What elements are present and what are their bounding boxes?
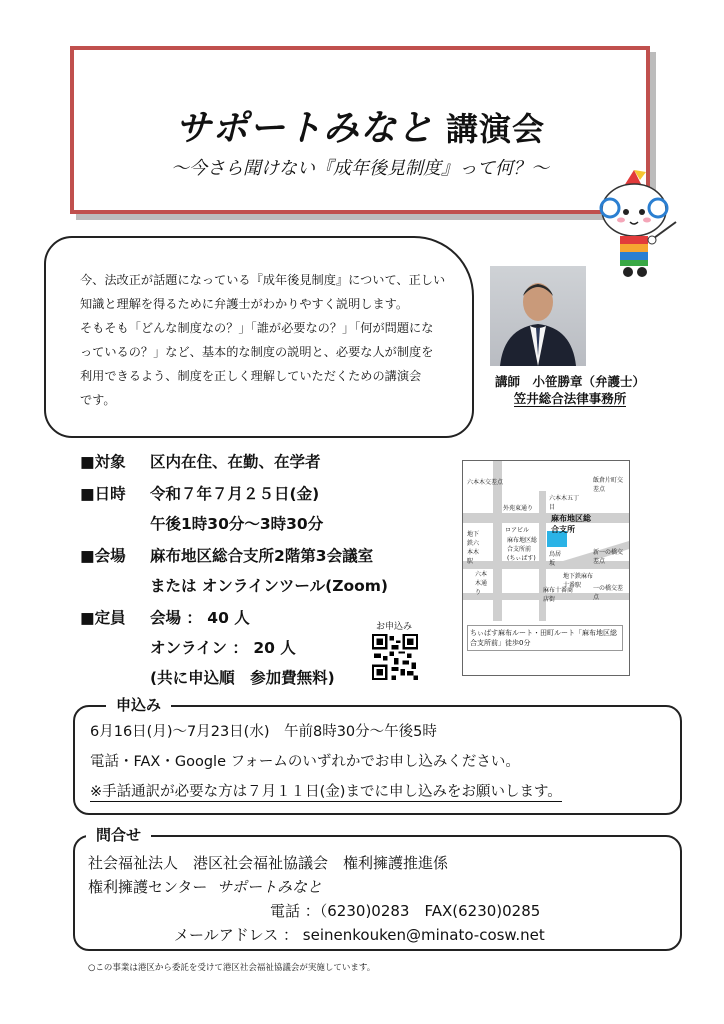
speaker-office-text: 笠井総合法律事務所: [513, 391, 627, 406]
page-title: [74, 100, 646, 151]
map-label: 地下鉄麻布十番駅: [563, 573, 594, 589]
application-legend: 申込み: [106, 694, 171, 715]
venue-value: 麻布地区総合支所2階第3会議室: [150, 547, 374, 565]
intro-bubble: [44, 236, 474, 438]
inquiry-center-name: サポートみなと: [216, 878, 322, 896]
qr-code-icon[interactable]: [372, 634, 418, 680]
intro-line: そもそも「どんな制度なの？」「誰が必要なの？」「何が問題にな: [80, 321, 434, 335]
venue-label: ■会場: [80, 547, 126, 565]
access-note: ちぃばす麻布ルート・田町ルート「麻布地区総合支所前」徒歩0分: [467, 625, 623, 651]
map-label: 六本木五丁目: [549, 495, 580, 511]
time-value: 午後1時30分～3時30分: [150, 515, 324, 533]
capacity-venue: 会場 ： 40 人: [150, 609, 250, 627]
speaker-name: 講師 小笹勝章（弁護士）: [494, 374, 645, 389]
map-label: 六本木交差点: [467, 479, 504, 486]
map-label: 麻布地区総合支所前(ちぃばす): [507, 537, 538, 562]
date-label: ■日時: [80, 485, 126, 503]
intro-line: っているの？」など、基本的な制度の説明と、必要な人が制度を: [80, 345, 434, 359]
map-label: 六本木通り: [475, 571, 488, 596]
intro-line: 知識と理解を得るために弁護士がわかりやすく説明します。: [80, 297, 409, 311]
intro-line: 今、法改正が話題になっている『成年後見制度』について、正しい: [80, 273, 446, 287]
map-label: 鳥居坂: [549, 551, 562, 567]
inquiry-org: 社会福祉法人 港区社会福祉協議会 権利擁護推進係: [88, 854, 449, 872]
inquiry-center-label: 権利擁護センター: [88, 878, 208, 896]
map-label: ロアビル: [505, 527, 530, 534]
inquiry-center: [88, 876, 322, 897]
title-rest: 講演会: [446, 110, 546, 148]
intro-line: 利用できるよう、制度を正しく理解していただくための講演会: [80, 369, 422, 383]
application-period: 6月16日(月)～7月23日(水) 午前8時30分～午後5時: [90, 724, 437, 740]
access-map: [462, 460, 630, 676]
map-label: 麻布十番商店街: [543, 587, 574, 603]
target-label: ■対象: [80, 453, 126, 471]
page-subtitle: ～今さら聞けない『成年後見制度』って何？～: [171, 158, 549, 179]
application-note: ※手話通訳が必要な方は７月１１日(金)までに申し込みをお願いします。: [90, 780, 562, 802]
speaker-office: [470, 389, 670, 407]
inquiry-phone: 電話 ：（6230)0283 FAX(6230)0285: [270, 902, 541, 920]
map-label: 飯倉片町交差点: [593, 477, 624, 493]
qr-caption: お申込み: [376, 622, 413, 632]
capacity-note: (共に申込順 参加費無料): [150, 669, 335, 687]
intro-line: です。: [80, 393, 116, 407]
date-value: 令和７年７月２５日(金): [150, 485, 320, 503]
mascot-illustration: [594, 168, 680, 278]
inquiry-legend: 問合せ: [86, 824, 151, 845]
footer-note: ○この事業は港区から委託を受けて港区社会福祉協議会が実施しています。: [88, 963, 376, 973]
venue-alt: または オンラインツール(Zoom): [150, 577, 388, 595]
target-value: 区内在住、在勤、在学者: [150, 453, 321, 471]
title-box: [70, 46, 650, 214]
inquiry-email[interactable]: メールアドレス ： seinenkouken@minato-cosw.net: [174, 926, 545, 944]
map-label: 外苑東通り: [503, 505, 534, 512]
title-accent: サポートみなと: [174, 108, 434, 149]
capacity-online: オンライン ： 20 人: [150, 639, 296, 657]
map-label: 新一の橋交差点: [593, 549, 624, 565]
map-label: 麻布地区総合支所: [551, 514, 591, 534]
capacity-label: ■定員: [80, 609, 126, 627]
application-method: 電話・FAX・Google フォームのいずれかでお申し込みください。: [90, 754, 520, 770]
intro-text: [80, 268, 456, 412]
map-label: 地下鉄六本木駅: [467, 531, 480, 565]
speaker-photo: [490, 266, 586, 366]
map-label: 一の橋交差点: [593, 585, 624, 601]
